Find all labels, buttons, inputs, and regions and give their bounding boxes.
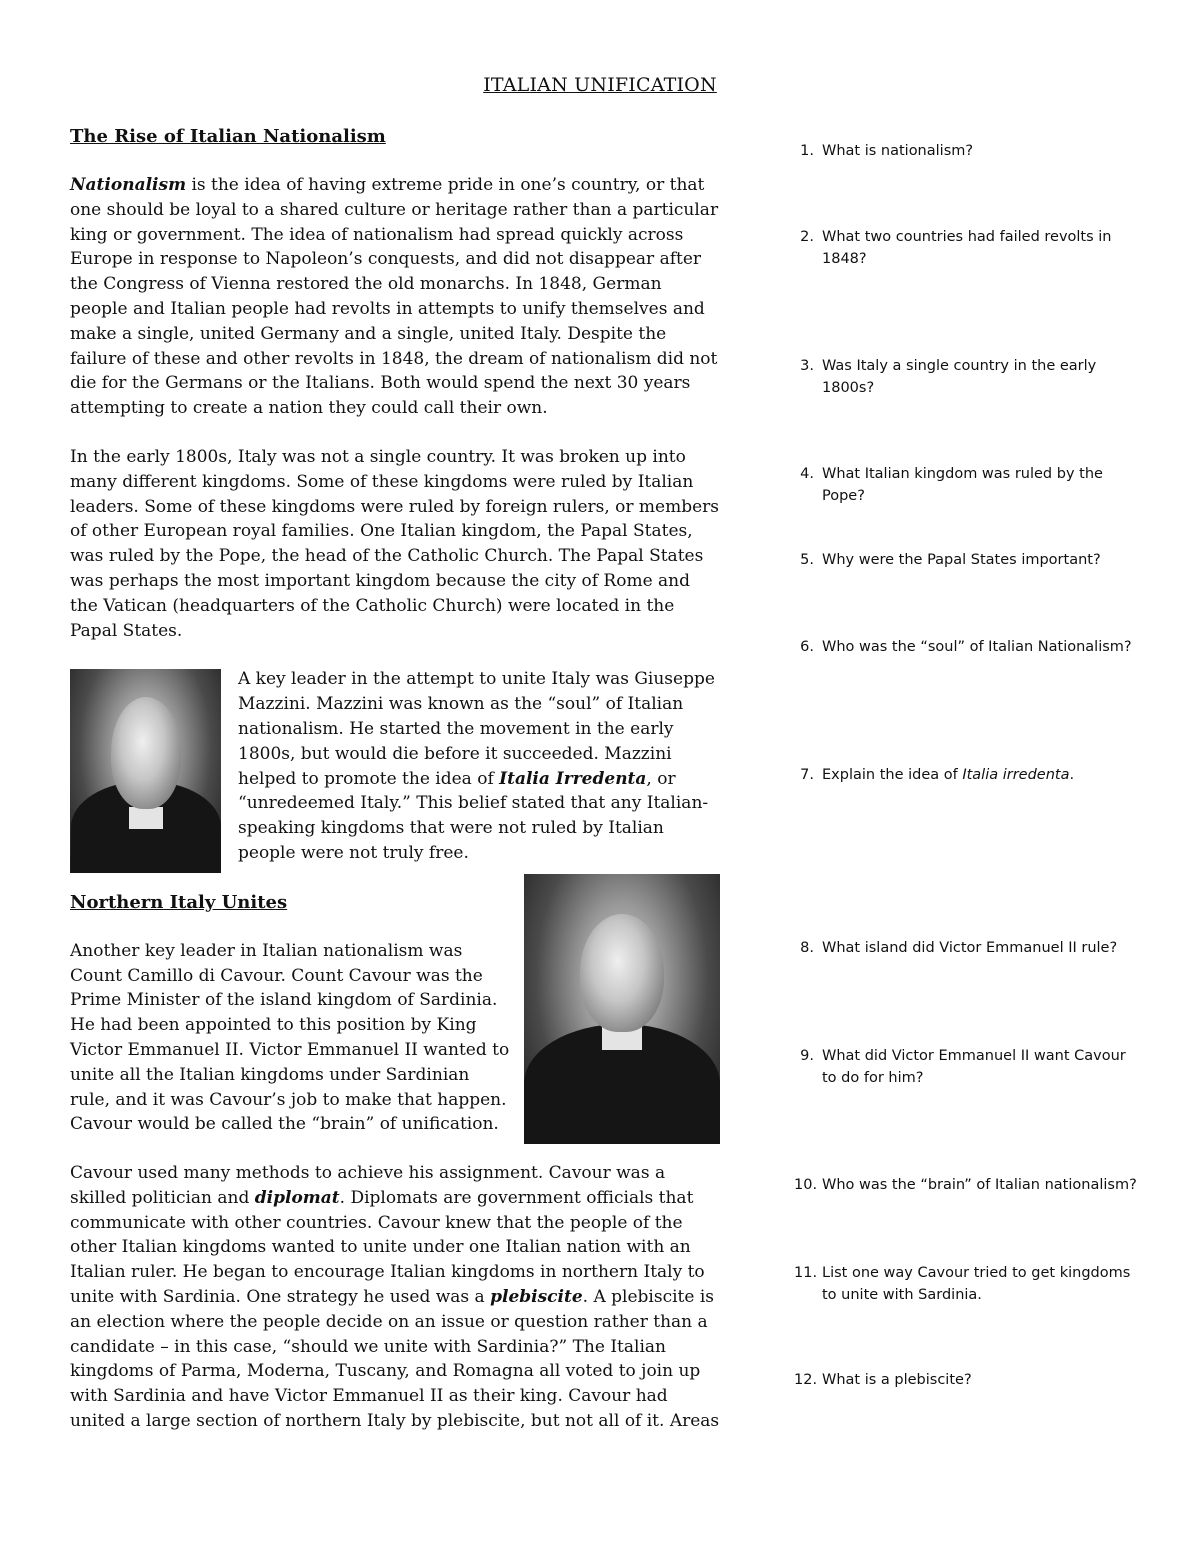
main-article xyxy=(70,124,722,1458)
portrait-collar xyxy=(129,807,163,829)
question-item xyxy=(794,1174,1138,1196)
question-item xyxy=(800,463,1138,507)
question-text: What did Victor Emmanuel II want Cavour to do for him? xyxy=(822,1048,1126,1086)
question-text: Was Italy a single country in the early 1800s? xyxy=(822,358,1097,396)
paragraph-plebiscite xyxy=(70,1161,722,1434)
mazzini-block xyxy=(70,667,722,865)
question-text: Who was the “soul” of Italian Nationalism? xyxy=(822,639,1132,655)
section-heading-northern: Northern Italy Unites xyxy=(70,891,288,913)
term-plebiscite: plebiscite xyxy=(490,1287,583,1308)
cavour-portrait xyxy=(524,874,720,1144)
paragraph-mazzini-text-a: A key leader in the attempt to unite Italy was Giuseppe Mazzini. Mazzini was known as the “soul” of Italian nationalism. He started the movement in the early 1800s, but would die before it succeeded. Mazzini helped to promote the idea of xyxy=(238,669,715,789)
mazzini-portrait xyxy=(70,669,221,873)
question-item xyxy=(800,636,1138,658)
question-number: 1. xyxy=(800,143,814,159)
question-text: What two countries had failed revolts in 1848? xyxy=(822,229,1112,267)
paragraph-plebiscite-text-b: . Diplomats are government officials that communicate with other countries. Cavour knew that the people of the other Italian kingdoms wanted to unite under one Italian nation with an Italian ruler. He began to encourage Italian kingdoms in northern Italy to unite with Sardinia. One strategy he used was a xyxy=(70,1187,705,1308)
paragraph-plebiscite-text-c: . A plebiscite is an election where the people decide on an issue or question rather than a candidate – in this case, “should we unite with Sardinia?” The Italian kingdoms of Parma, Moderna, Tuscany, and Romagna all voted to join up with Sardinia and have Victor Emmanuel II as their king. Cavour had united a large section of northern Italy by plebiscite, but not all of it. Areas xyxy=(70,1287,720,1432)
question-text: List one way Cavour tried to get kingdoms to unite with Sardinia. xyxy=(822,1265,1131,1303)
question-item xyxy=(800,140,1138,162)
portrait-head xyxy=(580,914,664,1032)
question-text: What island did Victor Emmanuel II rule? xyxy=(822,940,1118,956)
term-italia-irredenta: Italia Irredenta xyxy=(499,768,647,789)
paragraph-plebiscite-text-a: Cavour used many methods to achieve his assignment. Cavour was a skilled politician and xyxy=(70,1163,666,1208)
question-number: 9. xyxy=(800,1048,814,1064)
question-item xyxy=(800,764,1138,786)
portrait-head xyxy=(111,697,181,809)
question-item xyxy=(800,226,1138,270)
question-number: 11. xyxy=(794,1265,818,1281)
question-item xyxy=(794,1369,1138,1391)
question-number: 7. xyxy=(800,767,814,783)
question-number: 3. xyxy=(800,358,814,374)
term-diplomat: diplomat xyxy=(254,1187,340,1208)
paragraph-mazzini-text-b: , or “unredeemed Italy.” This belief stated that any Italian-speaking kingdoms that were not ruled by Italian people were not truly free. xyxy=(238,768,709,863)
paragraph-early-1800s: In the early 1800s, Italy was not a single country. It was broken up into many different kingdoms. Some of these kingdoms were ruled by Italian leaders. Some of these kingdoms were ruled by foreign rulers, or members of other European royal families. One Italian kingdom, the Papal States, was ruled by the Pope, the head of the Catholic Church. The Papal States was perhaps the most important kingdom because the city of Rome and the Vatican (headquarters of the Catholic Church) were located in the Papal States. xyxy=(70,446,720,641)
term-nationalism: Nationalism xyxy=(70,175,187,195)
question-text: Why were the Papal States important? xyxy=(822,552,1101,568)
page-title: ITALIAN UNIFICATION xyxy=(483,74,717,96)
question-number: 12. xyxy=(794,1372,818,1388)
question-number: 2. xyxy=(800,229,814,245)
paragraph-nationalism xyxy=(70,173,722,421)
question-text xyxy=(818,764,1138,786)
question-text: Who was the “brain” of Italian nationalism? xyxy=(822,1177,1137,1193)
question-number: 8. xyxy=(800,940,814,956)
question-number: 5. xyxy=(800,552,814,568)
question-item xyxy=(800,355,1138,399)
question-text: What Italian kingdom was ruled by the Pope? xyxy=(822,466,1103,504)
question-number: 10. xyxy=(794,1177,818,1193)
question-term: Italia irredenta xyxy=(962,767,1070,783)
section-heading-rise: The Rise of Italian Nationalism xyxy=(70,126,386,147)
paragraph-mazzini xyxy=(238,667,722,865)
paragraph-nationalism-text: is the idea of having extreme pride in one’s country, or that one should be loyal to a shared culture or heritage rather than a particular king or government. The idea of nationalism had spread quickly across Europe in response to Napoleon’s conquests, and did not disappear after the Congress of Vienna restored the old monarchs. In 1848, German people and Italian people had revolts in attempts to unify themselves and make a single, united Germany and a single, united Italy. Despite the failure of these and other revolts in 1848, the dream of nationalism did not die for the Germans or the Italians. Both would spend the next 30 years attempting to create a nation they could call their own. xyxy=(70,175,719,419)
question-item xyxy=(794,1262,1138,1306)
question-text: What is a plebiscite? xyxy=(822,1372,972,1388)
question-number: 4. xyxy=(800,466,814,482)
question-text: What is nationalism? xyxy=(822,143,974,159)
question-text-b: . xyxy=(1069,767,1075,783)
question-item xyxy=(800,549,1138,571)
question-number: 6. xyxy=(800,639,814,655)
paragraph-cavour: Another key leader in Italian nationalism was Count Camillo di Cavour. Count Cavour was the Prime Minister of the island kingdom of Sardinia. He had been appointed to this position by King Victor Emmanuel II. Victor Emmanuel II wanted to unite all the Italian kingdoms under Sardinian rule, and it was Cavour’s job to make that happen. Cavour would be called the “brain” of unification. xyxy=(70,940,510,1135)
question-text-a: Explain the idea of xyxy=(822,767,963,783)
question-item xyxy=(800,1045,1138,1089)
question-item xyxy=(800,937,1138,959)
